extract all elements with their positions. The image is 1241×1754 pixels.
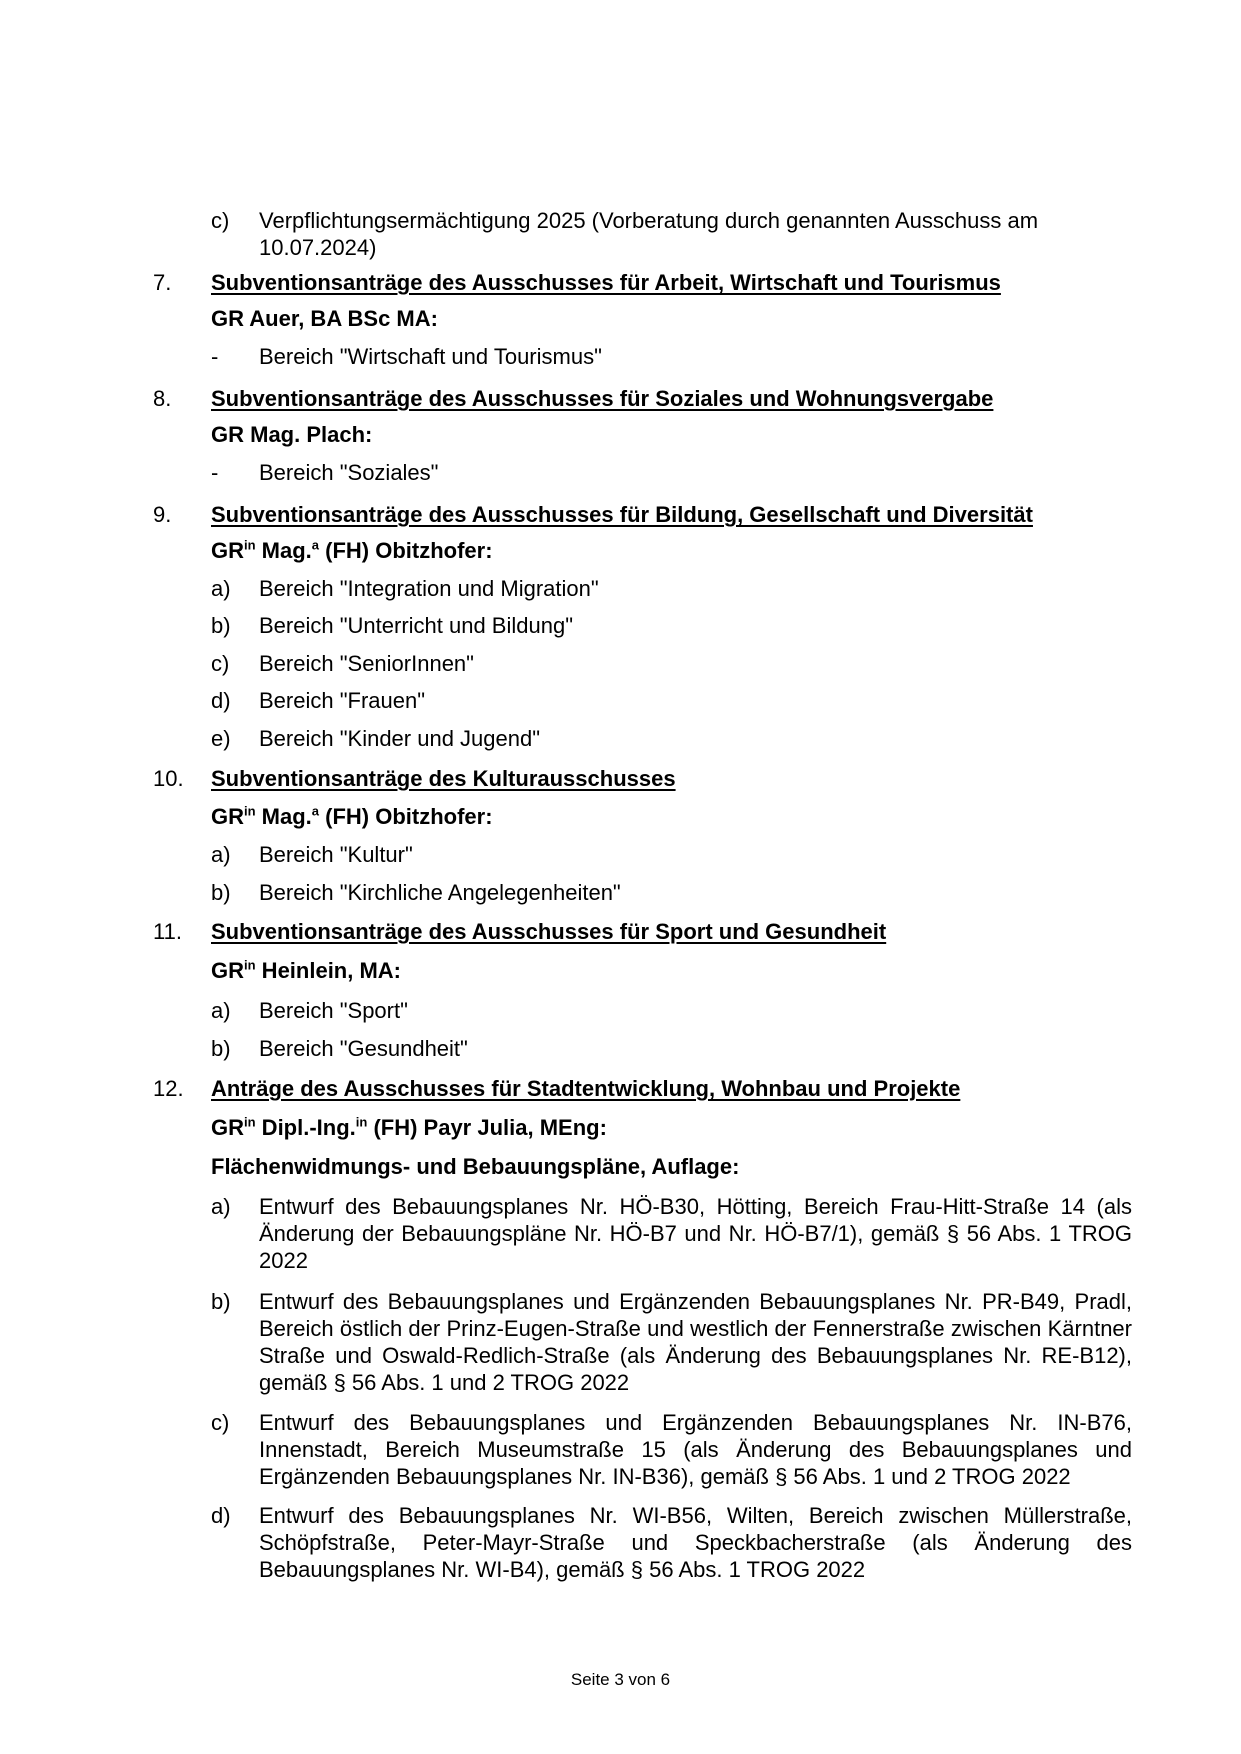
item-text: Bereich "Frauen" xyxy=(259,688,426,713)
item-text: Entwurf des Bebauungsplanes Nr. HÖ-B30, Hötting, Bereich Frau-Hitt-Straße 14 (als Änderung der Bebauungspläne Nr. HÖ-B7 und Nr. HÖ-B7/1), gemäß § 56 Abs. 1 TROG 2022 xyxy=(259,1194,1132,1273)
item-text: Entwurf des Bebauungsplanes und Ergänzenden Bebauungsplanes Nr. PR-B49, Pradl, Bereich östlich der Prinz-Eugen-Straße und westlich der Fennerstraße zwischen Kärntner Straße und Oswald-Redlich-Straße (als Änderung des Bebauungsplanes Nr. RE-B12), gemäß § 56 Abs. 1 und 2 TROG 2022 xyxy=(259,1289,1132,1395)
item-label: a) xyxy=(211,998,231,1023)
section-heading: Subventionsanträge des Ausschusses für Bildung, Gesellschaft und Diversität xyxy=(211,502,1033,527)
rapporteur: $GR^{in}$ Mag.$^a$ (FH) Obitzhofer: xyxy=(211,537,493,563)
item-text: Bereich "Soziales" xyxy=(259,460,439,485)
item-label: a) xyxy=(211,576,231,601)
item-label: c) xyxy=(211,208,230,233)
item-label: a) xyxy=(211,1194,231,1219)
item-label: c) xyxy=(211,651,230,676)
item-label: a) xyxy=(211,842,231,867)
section-number: 8. xyxy=(153,386,172,411)
rapporteur: $GR^{in}$ Mag.$^a$ (FH) Obitzhofer: xyxy=(211,803,493,829)
section-heading: Subventionsanträge des Ausschusses für Arbeit, Wirtschaft und Tourismus xyxy=(211,270,1001,295)
item-text: Bereich "Unterricht und Bildung" xyxy=(259,613,574,638)
item-text: Bereich "Kultur" xyxy=(259,842,413,867)
rapporteur: $GR^{in}$ Heinlein, MA: xyxy=(211,957,402,983)
section-number: 11. xyxy=(153,919,182,944)
item-label: e) xyxy=(211,726,231,751)
rapporteur: GR Mag. Plach: xyxy=(211,422,373,447)
item-label: b) xyxy=(211,880,231,905)
item-text: Entwurf des Bebauungsplanes und Ergänzenden Bebauungsplanes Nr. IN-B76, Innenstadt, Bereich Museumstraße 15 (als Änderung des Bebauungsplanes und Ergänzenden Bebauungsplanes Nr. IN-B36), gemäß § 56 Abs. 1 und 2 TROG 2022 xyxy=(259,1410,1132,1489)
item-label: - xyxy=(211,344,219,369)
section-number: 12. xyxy=(153,1076,184,1101)
item-text: Entwurf des Bebauungsplanes Nr. WI-B56, Wilten, Bereich zwischen Müllerstraße, Schöpfstraße, Peter-Mayr-Straße und Speckbacherstraße (als Änderung des Bebauungsplanes Nr. WI-B4), gemäß § 56 Abs. 1 TROG 2022 xyxy=(259,1503,1132,1582)
rapporteur: GR Auer, BA BSc MA: xyxy=(211,306,438,331)
item-text: Bereich "Kinder und Jugend" xyxy=(259,726,541,751)
subheading: Flächenwidmungs- und Bebauungspläne, Auflage: xyxy=(211,1154,740,1179)
item-label: d) xyxy=(211,688,231,713)
item-text: Bereich "Sport" xyxy=(259,998,408,1023)
item-label: d) xyxy=(211,1503,231,1528)
section-number: 7. xyxy=(153,270,172,295)
section-number: 9. xyxy=(153,502,172,527)
item-label: b) xyxy=(211,1289,231,1314)
item-text: Bereich "Kirchliche Angelegenheiten" xyxy=(259,880,621,905)
item-label: b) xyxy=(211,613,231,638)
item-text: Bereich "Gesundheit" xyxy=(259,1036,468,1061)
item-label: - xyxy=(211,460,219,485)
item-label: c) xyxy=(211,1410,230,1435)
item-text: Bereich "SeniorInnen" xyxy=(259,651,474,676)
section-heading: Subventionsanträge des Kulturausschusses xyxy=(211,766,676,791)
page-footer: Seite 3 von 6 xyxy=(570,1670,671,1689)
section-number: 10. xyxy=(153,766,184,791)
section-heading: Anträge des Ausschusses für Stadtentwicklung, Wohnbau und Projekte xyxy=(211,1076,961,1101)
item-text: Bereich "Wirtschaft und Tourismus" xyxy=(259,344,602,369)
item-text: Bereich "Integration und Migration" xyxy=(259,576,599,601)
rapporteur: $GR^{in}$ Dipl.-Ing.$^{in}$ (FH) Payr Julia, MEng: xyxy=(211,1114,607,1140)
section-heading: Subventionsanträge des Ausschusses für Sport und Gesundheit xyxy=(211,919,887,944)
item-text: Verpflichtungsermächtigung 2025 (Vorberatung durch genannten Ausschuss am 10.07.2024) xyxy=(259,208,1039,260)
section-heading: Subventionsanträge des Ausschusses für Soziales und Wohnungsvergabe xyxy=(211,386,994,411)
item-label: b) xyxy=(211,1036,231,1061)
